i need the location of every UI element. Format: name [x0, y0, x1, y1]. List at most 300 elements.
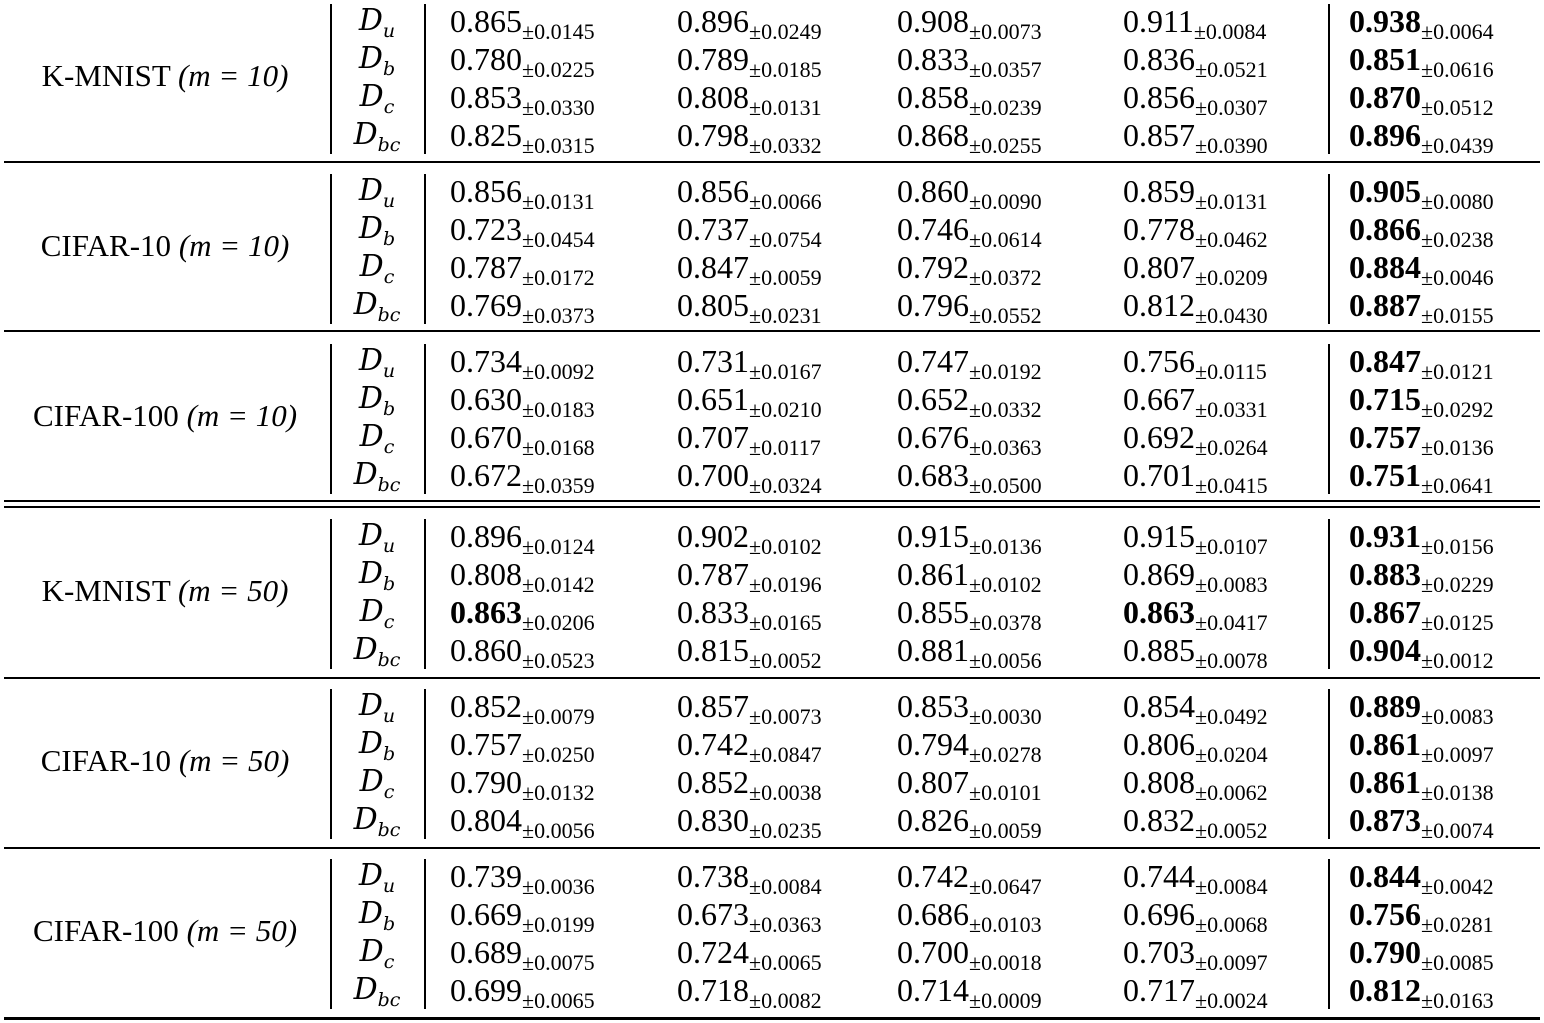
std-value: ±0.0107: [1195, 534, 1268, 559]
std-value: ±0.0363: [749, 912, 822, 937]
mean-value: 0.757: [450, 726, 522, 762]
dataset-setting: (m = 50): [178, 743, 290, 778]
std-value: ±0.0378: [969, 610, 1042, 635]
domain-label: [332, 456, 422, 504]
std-value: ±0.0155: [1421, 303, 1494, 328]
std-value: ±0.0330: [522, 95, 595, 120]
cell-baseline-4: [1123, 801, 1268, 850]
mean-value: 0.670: [450, 419, 522, 455]
mean-value: 0.672: [450, 457, 522, 493]
std-value: ±0.0754: [749, 227, 822, 252]
std-value: ±0.0616: [1421, 57, 1494, 82]
mean-value: 0.701: [1123, 457, 1195, 493]
mean-value: 0.883: [1349, 556, 1421, 592]
mean-value: 0.915: [1123, 518, 1195, 554]
mean-value: 0.806: [1123, 726, 1195, 762]
std-value: ±0.0390: [1195, 133, 1268, 158]
table-row: [0, 116, 1544, 158]
horizontal-rule: [4, 330, 1540, 332]
std-value: ±0.0092: [522, 359, 595, 384]
cell-baseline-2: [677, 456, 822, 505]
domain-subscript: c: [383, 96, 395, 118]
std-value: ±0.0142: [522, 572, 595, 597]
domain-subscript: b: [382, 913, 396, 935]
domain-symbol: D: [353, 972, 378, 1007]
std-value: ±0.0292: [1421, 397, 1494, 422]
std-value: ±0.0124: [522, 534, 595, 559]
std-value: ±0.0523: [522, 648, 595, 673]
cell-baseline-3: [897, 631, 1042, 680]
horizontal-rule: [4, 506, 1540, 508]
mean-value: 0.863: [450, 594, 522, 630]
domain-subscript: u: [382, 705, 396, 727]
std-value: ±0.0084: [1193, 19, 1267, 44]
std-value: ±0.0331: [1195, 397, 1268, 422]
mean-value: 0.686: [897, 896, 969, 932]
std-value: ±0.0121: [1421, 359, 1494, 384]
std-value: ±0.0255: [969, 133, 1042, 158]
std-value: ±0.0074: [1421, 818, 1494, 843]
domain-subscript: u: [382, 20, 396, 42]
mean-value: 0.866: [1349, 211, 1421, 247]
dataset-name: CIFAR-10: [40, 743, 179, 778]
std-value: ±0.0115: [1195, 359, 1267, 384]
mean-value: 0.832: [1123, 802, 1195, 838]
dataset-name: K-MNIST: [41, 573, 178, 608]
dataset-name: K-MNIST: [41, 58, 178, 93]
table-row: [0, 971, 1544, 1013]
cell-baseline-1: [450, 456, 595, 505]
std-value: ±0.0131: [522, 189, 595, 214]
mean-value: 0.717: [1123, 972, 1195, 1008]
mean-value: 0.847: [1349, 343, 1421, 379]
mean-value: 0.904: [1349, 632, 1421, 668]
std-value: ±0.0084: [749, 874, 822, 899]
std-value: ±0.0038: [749, 780, 822, 805]
std-value: ±0.0249: [749, 19, 822, 44]
std-value: ±0.0307: [1195, 95, 1268, 120]
mean-value: 0.855: [897, 594, 969, 630]
mean-value: 0.825: [450, 117, 522, 153]
cell-baseline-4: [1123, 971, 1268, 1020]
mean-value: 0.699: [450, 972, 522, 1008]
mean-value: 0.854: [1123, 688, 1195, 724]
domain-label: [332, 971, 422, 1019]
std-value: ±0.0264: [1195, 435, 1268, 460]
mean-value: 0.700: [677, 457, 749, 493]
cell-ours: [1349, 116, 1494, 165]
std-value: ±0.0065: [522, 988, 595, 1013]
std-value: ±0.0138: [1421, 780, 1494, 805]
domain-label: [332, 286, 422, 334]
std-value: ±0.0165: [749, 610, 822, 635]
std-value: ±0.0462: [1195, 227, 1268, 252]
mean-value: 0.856: [677, 173, 749, 209]
std-value: ±0.0332: [969, 397, 1042, 422]
mean-value: 0.830: [677, 802, 749, 838]
mean-value: 0.808: [677, 79, 749, 115]
table-row: [0, 687, 1544, 729]
mean-value: 0.630: [450, 381, 522, 417]
table-row: [0, 40, 1544, 82]
cell-baseline-3: [897, 971, 1042, 1020]
mean-value: 0.796: [897, 287, 969, 323]
mean-value: 0.873: [1349, 802, 1421, 838]
mean-value: 0.798: [677, 117, 749, 153]
table-row: [0, 456, 1544, 498]
std-value: ±0.0492: [1195, 704, 1268, 729]
domain-subscript: b: [382, 573, 396, 595]
table-row: [0, 2, 1544, 44]
domain-subscript: bc: [377, 304, 401, 326]
mean-value: 0.742: [677, 726, 749, 762]
table-row: [0, 380, 1544, 422]
mean-value: 0.751: [1349, 457, 1421, 493]
mean-value: 0.789: [677, 41, 749, 77]
mean-value: 0.887: [1349, 287, 1421, 323]
table-group: [0, 515, 1544, 675]
mean-value: 0.870: [1349, 79, 1421, 115]
table-group: [0, 170, 1544, 330]
mean-value: 0.852: [677, 764, 749, 800]
std-value: ±0.0521: [1195, 57, 1268, 82]
table-row: [0, 78, 1544, 120]
mean-value: 0.861: [1349, 726, 1421, 762]
table-row: [0, 210, 1544, 252]
mean-value: 0.807: [897, 764, 969, 800]
mean-value: 0.911: [1123, 3, 1194, 39]
domain-symbol: D: [358, 688, 383, 723]
mean-value: 0.833: [677, 594, 749, 630]
dataset-setting: (m = 10): [178, 228, 290, 263]
std-value: ±0.0206: [522, 610, 595, 635]
domain-subscript: c: [383, 781, 395, 803]
domain-symbol: D: [359, 79, 384, 114]
std-value: ±0.0430: [1195, 303, 1268, 328]
domain-subscript: c: [383, 266, 395, 288]
std-value: ±0.0281: [1421, 912, 1494, 937]
std-value: ±0.0075: [522, 950, 595, 975]
cell-baseline-3: [897, 801, 1042, 850]
std-value: ±0.0163: [1421, 988, 1494, 1013]
std-value: ±0.0324: [749, 473, 822, 498]
std-value: ±0.0199: [522, 912, 595, 937]
std-value: ±0.0332: [749, 133, 822, 158]
domain-subscript: u: [382, 535, 396, 557]
cell-baseline-1: [450, 631, 595, 680]
domain-symbol: D: [359, 419, 384, 454]
mean-value: 0.676: [897, 419, 969, 455]
cell-ours: [1349, 456, 1494, 505]
mean-value: 0.859: [1123, 173, 1195, 209]
std-value: ±0.0097: [1195, 950, 1268, 975]
std-value: ±0.0235: [749, 818, 822, 843]
mean-value: 0.812: [1123, 287, 1195, 323]
domain-symbol: D: [359, 764, 384, 799]
cell-ours: [1349, 631, 1494, 680]
mean-value: 0.769: [450, 287, 522, 323]
table-row: [0, 286, 1544, 328]
domain-symbol: D: [353, 287, 378, 322]
std-value: ±0.0647: [969, 874, 1042, 899]
mean-value: 0.857: [677, 688, 749, 724]
domain-symbol: D: [358, 211, 383, 246]
mean-value: 0.700: [897, 934, 969, 970]
std-value: ±0.0315: [522, 133, 595, 158]
table-row: [0, 857, 1544, 899]
mean-value: 0.738: [677, 858, 749, 894]
mean-value: 0.787: [677, 556, 749, 592]
cell-baseline-1: [450, 116, 595, 165]
cell-baseline-4: [1123, 631, 1268, 680]
std-value: ±0.0454: [522, 227, 595, 252]
std-value: ±0.0209: [1195, 265, 1268, 290]
std-value: ±0.0083: [1421, 704, 1494, 729]
mean-value: 0.689: [450, 934, 522, 970]
mean-value: 0.683: [897, 457, 969, 493]
std-value: ±0.0079: [522, 704, 595, 729]
mean-value: 0.856: [1123, 79, 1195, 115]
cell-baseline-2: [677, 631, 822, 680]
domain-symbol: D: [358, 518, 383, 553]
table-row: [0, 555, 1544, 597]
cell-baseline-2: [677, 116, 822, 165]
table-row: [0, 763, 1544, 805]
mean-value: 0.884: [1349, 249, 1421, 285]
std-value: ±0.0059: [749, 265, 822, 290]
std-value: ±0.0073: [969, 19, 1042, 44]
mean-value: 0.651: [677, 381, 749, 417]
mean-value: 0.734: [450, 343, 522, 379]
std-value: ±0.0641: [1421, 473, 1494, 498]
mean-value: 0.808: [450, 556, 522, 592]
std-value: ±0.0018: [969, 950, 1042, 975]
mean-value: 0.860: [450, 632, 522, 668]
mean-value: 0.714: [897, 972, 969, 1008]
std-value: ±0.0132: [522, 780, 595, 805]
std-value: ±0.0196: [749, 572, 822, 597]
table-row: [0, 172, 1544, 214]
mean-value: 0.792: [897, 249, 969, 285]
table-group: [0, 855, 1544, 1015]
domain-subscript: b: [382, 228, 396, 250]
std-value: ±0.0439: [1421, 133, 1494, 158]
std-value: ±0.0552: [969, 303, 1042, 328]
mean-value: 0.807: [1123, 249, 1195, 285]
mean-value: 0.696: [1123, 896, 1195, 932]
std-value: ±0.0156: [1421, 534, 1494, 559]
domain-subscript: u: [382, 875, 396, 897]
mean-value: 0.744: [1123, 858, 1195, 894]
table-row: [0, 418, 1544, 460]
mean-value: 0.812: [1349, 972, 1421, 1008]
table-row: [0, 517, 1544, 559]
domain-subscript: c: [383, 436, 395, 458]
mean-value: 0.851: [1349, 41, 1421, 77]
dataset-name: CIFAR-100: [32, 398, 187, 433]
mean-value: 0.905: [1349, 173, 1421, 209]
domain-subscript: u: [382, 360, 396, 382]
std-value: ±0.0417: [1195, 610, 1268, 635]
std-value: ±0.0080: [1421, 189, 1494, 214]
mean-value: 0.707: [677, 419, 749, 455]
cell-baseline-1: [450, 801, 595, 850]
std-value: ±0.0078: [1195, 648, 1268, 673]
std-value: ±0.0225: [522, 57, 595, 82]
table-row: [0, 248, 1544, 290]
mean-value: 0.746: [897, 211, 969, 247]
dataset-name: CIFAR-10: [40, 228, 179, 263]
mean-value: 0.815: [677, 632, 749, 668]
mean-value: 0.731: [677, 343, 749, 379]
std-value: ±0.0042: [1421, 874, 1494, 899]
domain-symbol: D: [358, 896, 383, 931]
domain-symbol: D: [359, 249, 384, 284]
std-value: ±0.0512: [1421, 95, 1494, 120]
mean-value: 0.652: [897, 381, 969, 417]
std-value: ±0.0117: [749, 435, 821, 460]
mean-value: 0.757: [1349, 419, 1421, 455]
mean-value: 0.808: [1123, 764, 1195, 800]
std-value: ±0.0278: [969, 742, 1042, 767]
std-value: ±0.0036: [522, 874, 595, 899]
mean-value: 0.896: [1349, 117, 1421, 153]
mean-value: 0.869: [1123, 556, 1195, 592]
domain-symbol: D: [358, 858, 383, 893]
std-value: ±0.0101: [969, 780, 1042, 805]
std-value: ±0.0136: [1421, 435, 1494, 460]
dataset-setting: (m = 10): [186, 398, 298, 433]
mean-value: 0.867: [1349, 594, 1421, 630]
std-value: ±0.0363: [969, 435, 1042, 460]
std-value: ±0.0056: [522, 818, 595, 843]
cell-baseline-2: [677, 801, 822, 850]
std-value: ±0.0068: [1195, 912, 1268, 937]
domain-subscript: c: [383, 951, 395, 973]
domain-symbol: D: [358, 556, 383, 591]
std-value: ±0.0024: [1195, 988, 1268, 1013]
mean-value: 0.856: [450, 173, 522, 209]
mean-value: 0.881: [897, 632, 969, 668]
mean-value: 0.853: [450, 79, 522, 115]
std-value: ±0.0167: [749, 359, 822, 384]
mean-value: 0.868: [897, 117, 969, 153]
std-value: ±0.0357: [969, 57, 1042, 82]
std-value: ±0.0231: [749, 303, 822, 328]
mean-value: 0.885: [1123, 632, 1195, 668]
std-value: ±0.0084: [1195, 874, 1268, 899]
horizontal-rule: [4, 1017, 1540, 1020]
std-value: ±0.0009: [969, 988, 1042, 1013]
mean-value: 0.861: [1349, 764, 1421, 800]
std-value: ±0.0056: [969, 648, 1042, 673]
std-value: ±0.0083: [1195, 572, 1268, 597]
std-value: ±0.0250: [522, 742, 595, 767]
cell-ours: [1349, 286, 1494, 335]
std-value: ±0.0238: [1421, 227, 1494, 252]
mean-value: 0.852: [450, 688, 522, 724]
cell-baseline-2: [677, 286, 822, 335]
mean-value: 0.790: [1349, 934, 1421, 970]
mean-value: 0.673: [677, 896, 749, 932]
table-group: [0, 340, 1544, 500]
table-row: [0, 895, 1544, 937]
cell-ours: [1349, 801, 1494, 850]
std-value: ±0.0204: [1195, 742, 1268, 767]
mean-value: 0.669: [450, 896, 522, 932]
mean-value: 0.865: [450, 3, 522, 39]
domain-subscript: b: [382, 58, 396, 80]
mean-value: 0.861: [897, 556, 969, 592]
cell-baseline-3: [897, 456, 1042, 505]
std-value: ±0.0136: [969, 534, 1042, 559]
mean-value: 0.724: [677, 934, 749, 970]
domain-symbol: D: [358, 173, 383, 208]
mean-value: 0.778: [1123, 211, 1195, 247]
std-value: ±0.0064: [1421, 19, 1494, 44]
domain-symbol: D: [358, 381, 383, 416]
domain-symbol: D: [359, 594, 384, 629]
cell-ours: [1349, 971, 1494, 1020]
std-value: ±0.0172: [522, 265, 595, 290]
std-value: ±0.0239: [969, 95, 1042, 120]
mean-value: 0.896: [677, 3, 749, 39]
mean-value: 0.692: [1123, 419, 1195, 455]
mean-value: 0.787: [450, 249, 522, 285]
table-row: [0, 933, 1544, 975]
domain-symbol: D: [358, 343, 383, 378]
table-group: [0, 0, 1544, 160]
domain-symbol: D: [358, 726, 383, 761]
mean-value: 0.847: [677, 249, 749, 285]
mean-value: 0.747: [897, 343, 969, 379]
std-value: ±0.0210: [749, 397, 822, 422]
std-value: ±0.0125: [1421, 610, 1494, 635]
std-value: ±0.0102: [749, 534, 822, 559]
dataset-setting: (m = 50): [177, 573, 289, 608]
domain-symbol: D: [353, 802, 378, 837]
mean-value: 0.703: [1123, 934, 1195, 970]
std-value: ±0.0145: [522, 19, 595, 44]
std-value: ±0.0065: [749, 950, 822, 975]
domain-symbol: D: [353, 457, 378, 492]
table-row: [0, 801, 1544, 843]
mean-value: 0.860: [897, 173, 969, 209]
mean-value: 0.718: [677, 972, 749, 1008]
mean-value: 0.794: [897, 726, 969, 762]
mean-value: 0.780: [450, 41, 522, 77]
cell-baseline-1: [450, 286, 595, 335]
cell-baseline-4: [1123, 456, 1268, 505]
std-value: ±0.0183: [522, 397, 595, 422]
std-value: ±0.0614: [969, 227, 1042, 252]
domain-subscript: bc: [377, 649, 401, 671]
table-group: [0, 685, 1544, 845]
std-value: ±0.0066: [749, 189, 822, 214]
std-value: ±0.0500: [969, 473, 1042, 498]
cell-baseline-2: [677, 971, 822, 1020]
domain-subscript: bc: [377, 819, 401, 841]
mean-value: 0.833: [897, 41, 969, 77]
domain-label: [332, 801, 422, 849]
mean-value: 0.756: [1123, 343, 1195, 379]
mean-value: 0.889: [1349, 688, 1421, 724]
mean-value: 0.836: [1123, 41, 1195, 77]
mean-value: 0.739: [450, 858, 522, 894]
horizontal-rule: [4, 847, 1540, 849]
horizontal-rule: [4, 500, 1540, 502]
mean-value: 0.858: [897, 79, 969, 115]
